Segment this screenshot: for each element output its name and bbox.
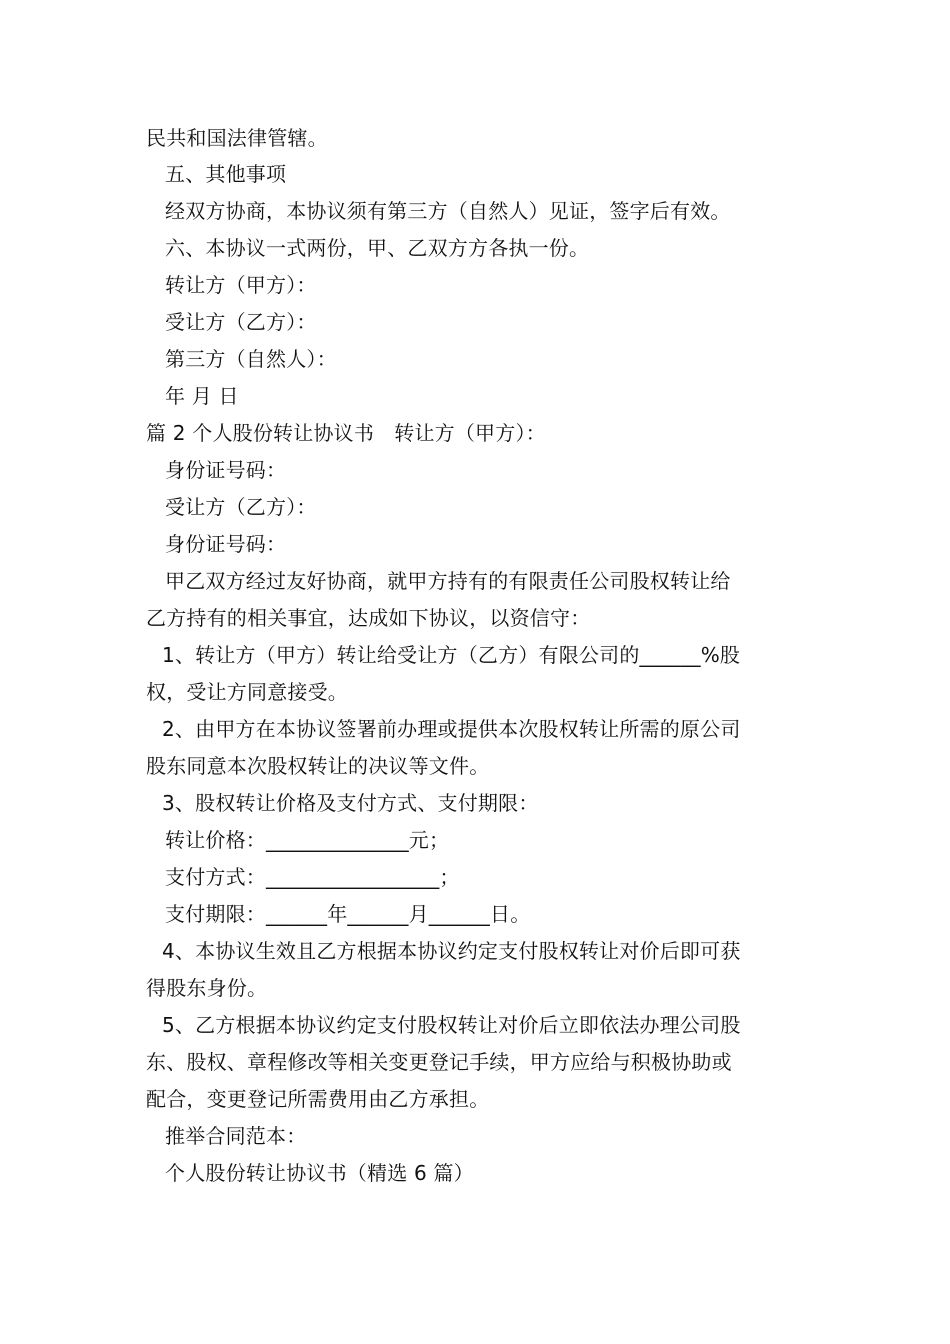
clause-line: 5、乙方根据本协议约定支付股权转让对价后立即依法办理公司股 <box>162 1013 741 1037</box>
section-title: 篇 2 个人股份转让协议书 转让方（甲方）： <box>146 421 546 445</box>
text-line: 个人股份转让协议书（精选 6 篇） <box>165 1161 474 1185</box>
clause-line: 2、由甲方在本协议签署前办理或提供本次股权转让所需的原公司 <box>162 717 741 741</box>
text-line: 甲乙双方经过友好协商，就甲方持有的有限责任公司股权转让给 <box>165 569 731 593</box>
party-label: 受让方（乙方）： <box>165 495 317 519</box>
text-line: 东、股权、章程修改等相关变更登记手续，甲方应给与积极协助或 <box>146 1050 732 1074</box>
section-heading: 五、其他事项 <box>165 162 287 186</box>
text-line: 股东同意本次股权转让的决议等文件。 <box>146 754 490 778</box>
text-line: 六、本协议一式两份，甲、乙双方方各执一份。 <box>165 236 590 260</box>
text-line: 配合，变更登记所需费用由乙方承担。 <box>146 1087 490 1111</box>
payment-method-field: 支付方式：_________________； <box>165 865 460 889</box>
id-label: 身份证号码： <box>165 458 287 482</box>
clause-line: 4、本协议生效且乙方根据本协议约定支付股权转让对价后即可获 <box>162 939 741 963</box>
text-line: 民共和国法律管辖。 <box>146 126 328 150</box>
payment-deadline-field: 支付期限：______年______月______日。 <box>165 902 531 926</box>
date-line: 年 月 日 <box>165 384 239 408</box>
clause-line: 1、转让方（甲方）转让给受让方（乙方）有限公司的______%股 <box>162 643 741 667</box>
text-line: 得股东身份。 <box>146 976 268 1000</box>
signature-label: 受让方（乙方）： <box>165 310 317 334</box>
clause-line: 3、股权转让价格及支付方式、支付期限： <box>162 791 539 815</box>
signature-label: 转让方（甲方）： <box>165 273 317 297</box>
text-line: 乙方持有的相关事宜，达成如下协议，以资信守： <box>146 606 591 630</box>
price-field: 转让价格：______________元； <box>165 828 450 852</box>
text-line: 推举合同范本： <box>165 1124 307 1148</box>
text-line: 经双方协商，本协议须有第三方（自然人）见证，签字后有效。 <box>165 199 731 223</box>
signature-label: 第三方（自然人）： <box>165 347 337 371</box>
id-label: 身份证号码： <box>165 532 287 556</box>
text-line: 权，受让方同意接受。 <box>146 680 348 704</box>
